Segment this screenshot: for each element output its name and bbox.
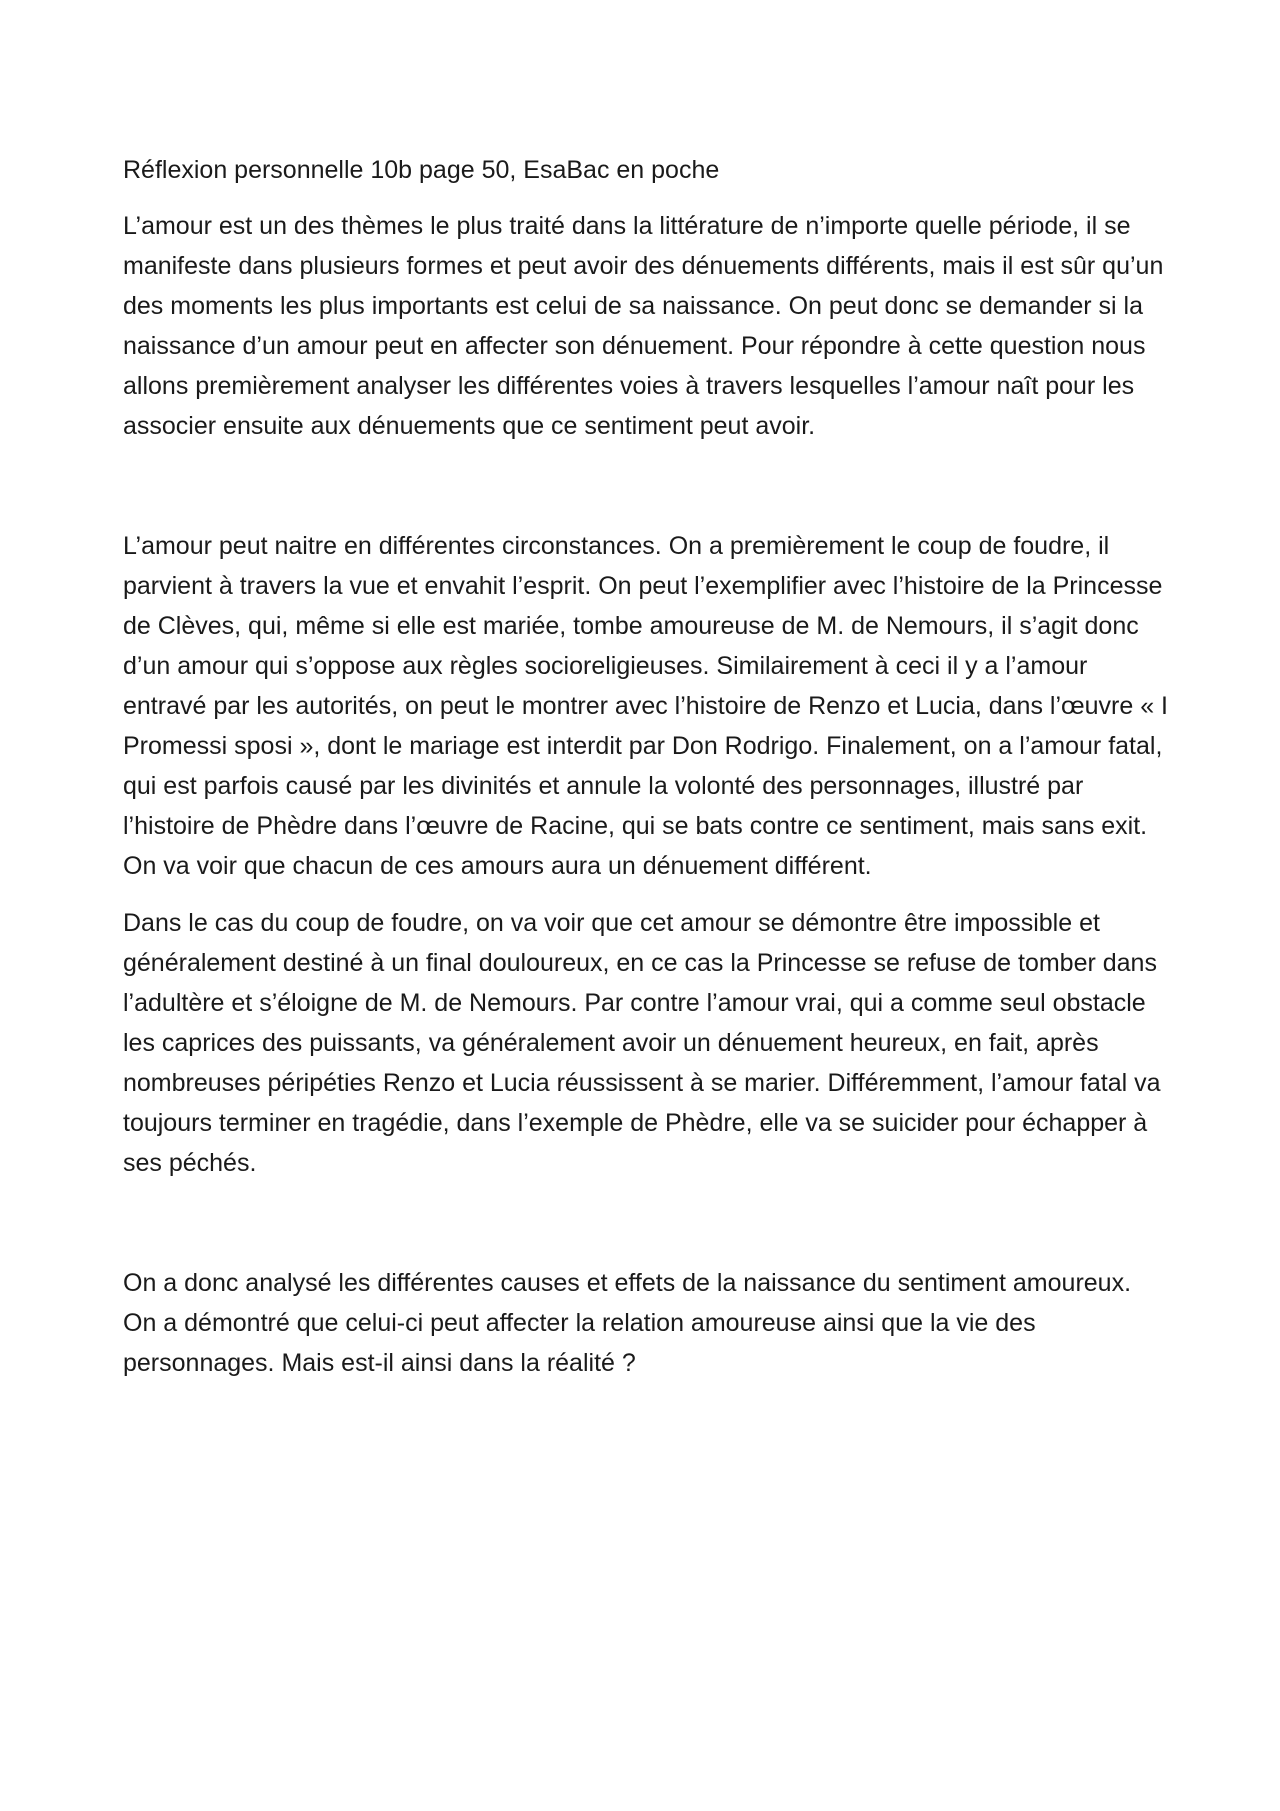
paragraph-development-2: Dans le cas du coup de foudre, on va voir que cet amour se démontre être impossible et généralement destiné à un final douloureux, en ce cas la Princesse se refuse de tomber dans l’adultère et s’éloigne de M. de Nemours. Par contre l’amour vrai, qui a comme seul obstacle les caprices des puissants, va généralement avoir un dénuement heureux, en fait, après nombreuses péripéties Renzo et Lucia réussissent à se marier. Différemment, l’amour fatal va toujours terminer en tragédie, dans l’exemple de Phèdre, elle va se suicider pour échapper à ses péchés. xyxy=(123,909,1161,1177)
document-title: Réflexion personnelle 10b page 50, EsaBac en poche xyxy=(123,156,720,184)
paragraph-introduction: L’amour est un des thèmes le plus traité dans la littérature de n’importe quelle période, il se manifeste dans plusieurs formes et peut avoir des dénuements différents, mais il est sûr qu’un des moments les plus importants est celui de sa naissance. On peut donc se demander si la naissance d’un amour peut en affecter son dénuement. Pour répondre à cette question nous allons premièrement analyser les différentes voies à travers lesquelles l’amour naît pour les associer ensuite aux dénuements que ce sentiment peut avoir. xyxy=(123,212,1164,440)
document-body xyxy=(123,150,1168,1383)
paragraph-conclusion: On a donc analysé les différentes causes et effets de la naissance du sentiment amoureux. On a démontré que celui-ci peut affecter la relation amoureuse ainsi que la vie des personnages. Mais est-il ainsi dans la réalité ? xyxy=(123,1269,1132,1377)
paragraph-development-1: L’amour peut naitre en différentes circonstances. On a premièrement le coup de foudre, il parvient à travers la vue et envahit l’esprit. On peut l’exemplifier avec l’histoire de la Princesse de Clèves, qui, même si elle est mariée, tombe amoureuse de M. de Nemours, il s’agit donc d’un amour qui s’oppose aux règles socioreligieuses. Similairement à ceci il y a l’amour entravé par les autorités, on peut le montrer avec l’histoire de Renzo et Lucia, dans l’œuvre « I Promessi sposi », dont le mariage est interdit par Don Rodrigo. Finalement, on a l’amour fatal, qui est parfois causé par les divinités et annule la volonté des personnages, illustré par l’histoire de Phèdre dans l’œuvre de Racine, qui se bats contre ce sentiment, mais sans exit. On va voir que chacun de ces amours aura un dénuement différent. xyxy=(123,532,1168,880)
